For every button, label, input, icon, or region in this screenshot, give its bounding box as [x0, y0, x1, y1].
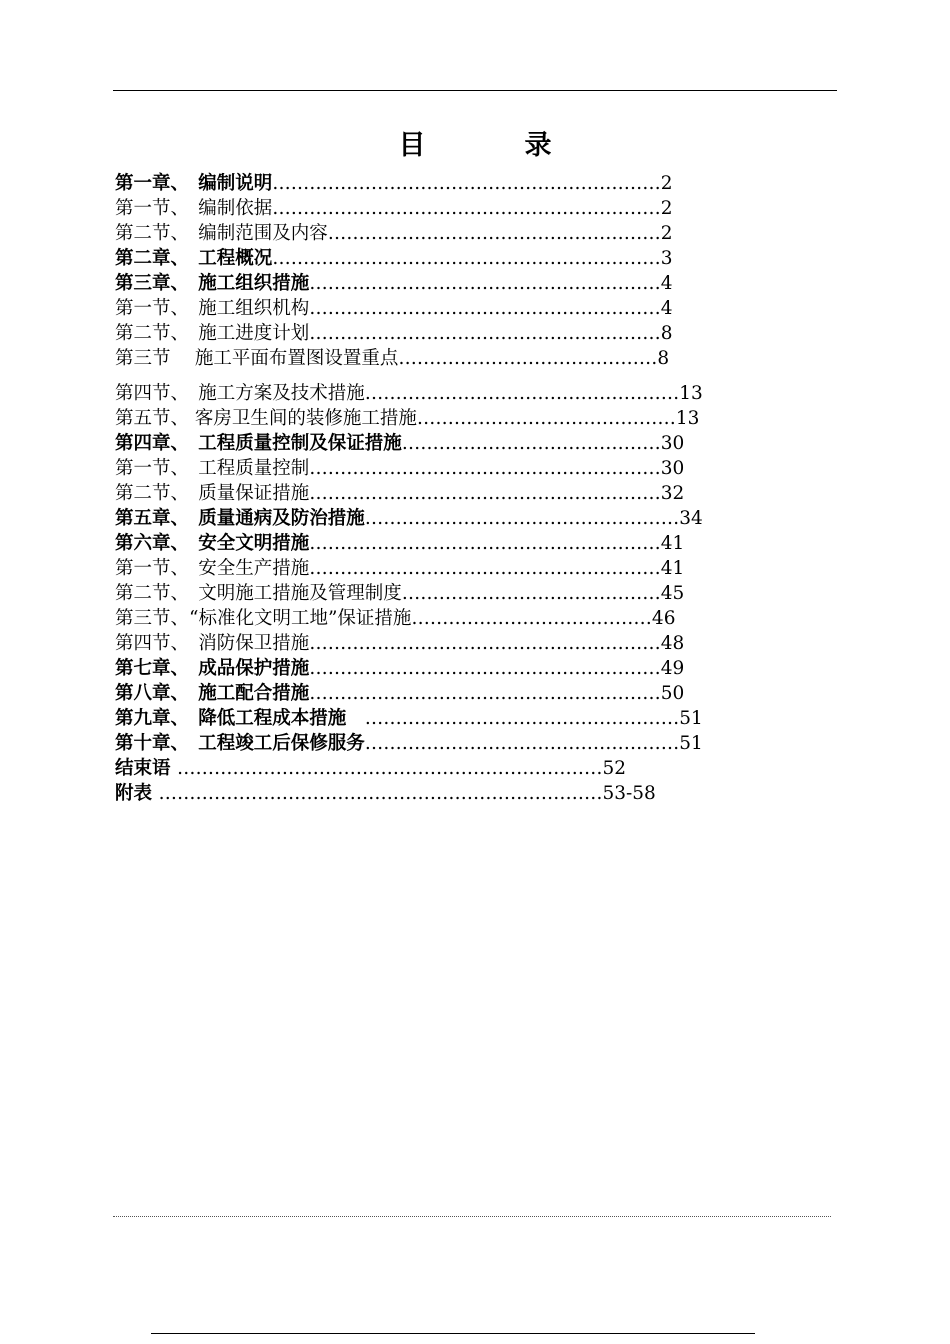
toc-entry-label: 第五章、 质量通病及防治措施: [115, 508, 365, 529]
toc-entry-leader: ………………………………………………………………: [158, 783, 603, 804]
toc-entry[interactable]: [115, 456, 815, 481]
toc-entry-leader: ………………………………………………………: [272, 173, 661, 194]
toc-entry-leader: ……………………………………: [401, 583, 661, 604]
toc-entry[interactable]: [115, 246, 815, 271]
toc-entry-leader: …………………………………………………: [309, 533, 661, 554]
toc-entry-leader: …………………………………………………: [309, 323, 661, 344]
toc-entry[interactable]: [115, 431, 815, 456]
toc-entry-label: 第九章、 降低工程成本措施: [115, 708, 365, 729]
toc-entry[interactable]: [115, 731, 815, 756]
header-rule: [113, 90, 837, 91]
toc-entry-leader: ……………………………………………: [364, 383, 680, 404]
toc-entry-page: 52: [602, 758, 626, 779]
toc-entry[interactable]: [115, 656, 815, 681]
toc-entry[interactable]: [115, 221, 815, 246]
toc-entry[interactable]: [115, 581, 815, 606]
toc-entry-leader: ……………………………………: [401, 433, 661, 454]
toc-entry-page: 2: [660, 223, 673, 244]
toc-entry-page: 50: [660, 683, 685, 704]
toc-entry-leader: …………………………………………………: [309, 483, 661, 504]
toc-entry-label: 第二节、 施工进度计划: [115, 323, 310, 344]
toc-entry-page: 8: [657, 348, 670, 369]
toc-entry-leader: ……………………………………………: [364, 733, 680, 754]
toc-entry-leader: ………………………………………………………: [272, 198, 661, 219]
toc-entry-label: 第五节、 客房卫生间的装修施工措施: [115, 408, 417, 429]
toc-entry-page: 30: [660, 458, 685, 479]
toc-entry[interactable]: [115, 531, 815, 556]
toc-entry-label: 第三节 施工平面布置图设置重点: [115, 348, 399, 369]
toc-entry[interactable]: [115, 681, 815, 706]
toc-entry[interactable]: [115, 321, 815, 346]
toc-entry[interactable]: [115, 481, 815, 506]
toc-entry-page: 32: [660, 483, 685, 504]
toc-entry-leader: ……………………………………………: [364, 508, 680, 529]
toc-entry-leader: ……………………………………………: [364, 708, 680, 729]
toc-entry-leader: ……………………………………: [416, 408, 676, 429]
toc-entry-leader: ………………………………………………: [327, 223, 661, 244]
toc-entry-label: 第十章、 工程竣工后保修服务: [115, 733, 365, 754]
toc-entry-leader: …………………………………: [411, 608, 652, 629]
toc-entry-page: 30: [660, 433, 685, 454]
toc-entry-page: 4: [660, 273, 673, 294]
toc-entry-leader: …………………………………………………: [309, 558, 661, 579]
toc-entry-page: 8: [660, 323, 673, 344]
toc-entry[interactable]: [115, 756, 815, 781]
toc-entry-page: 49: [660, 658, 685, 679]
toc-entry[interactable]: [115, 781, 815, 806]
toc-entry-label: 第一节、 编制依据: [115, 198, 273, 219]
toc-entry-page: 46: [651, 608, 676, 629]
toc-entry-label: 结束语: [115, 758, 177, 779]
toc-entry-leader: ……………………………………: [398, 348, 658, 369]
toc-entry-page: 53-58: [602, 783, 656, 804]
toc-entry-label: 第二节、 文明施工措施及管理制度: [115, 583, 402, 604]
toc-entry-label: 第四节、 消防保卫措施: [115, 633, 310, 654]
toc-entry-label: 第一节、 工程质量控制: [115, 458, 310, 479]
toc-entry-label: 第三章、 施工组织措施: [115, 273, 310, 294]
toc-entry-page: 51: [679, 733, 703, 754]
toc-entry-leader: …………………………………………………: [309, 458, 661, 479]
toc-entry[interactable]: [115, 556, 815, 581]
footer-rule: [151, 1333, 755, 1334]
toc-entry-label: 第八章、 施工配合措施: [115, 683, 310, 704]
toc-entry-page: 3: [660, 248, 673, 269]
toc-entry-label: 第二章、 工程概况: [115, 248, 273, 269]
toc-entry-label: 第一节、 施工组织机构: [115, 298, 310, 319]
toc-entry-leader: ……………………………………………………………: [176, 758, 603, 779]
toc-entry-label: 第一章、 编制说明: [115, 173, 273, 194]
toc-entry-leader: …………………………………………………: [309, 658, 661, 679]
toc-entry-leader: ………………………………………………………: [272, 248, 661, 269]
toc-entry[interactable]: [115, 706, 815, 731]
toc-entry[interactable]: [115, 406, 815, 431]
toc-entry-page: 48: [660, 633, 685, 654]
toc-entry[interactable]: [115, 296, 815, 321]
table-of-contents: [115, 171, 815, 806]
toc-entry-page: 41: [660, 558, 685, 579]
toc-entry[interactable]: [115, 631, 815, 656]
toc-entry-page: 13: [675, 408, 700, 429]
toc-entry-page: 13: [679, 383, 703, 404]
toc-entry-leader: …………………………………………………: [309, 298, 661, 319]
toc-entry-page: 4: [660, 298, 673, 319]
toc-entry-leader: …………………………………………………: [309, 683, 661, 704]
toc-entry[interactable]: [115, 506, 815, 531]
toc-entry-label: 第七章、 成品保护措施: [115, 658, 310, 679]
toc-entry-page: 41: [660, 533, 685, 554]
toc-entry[interactable]: [115, 271, 815, 296]
toc-entry-label: 第六章、 安全文明措施: [115, 533, 310, 554]
toc-entry-page: 2: [660, 173, 673, 194]
footer-dotted-rule: [113, 1216, 831, 1217]
toc-entry-label: 第四章、 工程质量控制及保证措施: [115, 433, 402, 454]
toc-entry-label: 第三节、“标准化文明工地”保证措施: [115, 608, 412, 629]
toc-entry-leader: …………………………………………………: [309, 273, 661, 294]
toc-entry[interactable]: [115, 346, 815, 371]
toc-entry-label: 第二节、 质量保证措施: [115, 483, 310, 504]
toc-entry[interactable]: [115, 196, 815, 221]
toc-entry-label: 第一节、 安全生产措施: [115, 558, 310, 579]
toc-entry-label: 第二节、 编制范围及内容: [115, 223, 328, 244]
toc-entry-page: 45: [660, 583, 685, 604]
toc-entry-label: 附表: [115, 783, 159, 804]
toc-entry-page: 51: [679, 708, 703, 729]
toc-entry[interactable]: [115, 606, 815, 631]
toc-entry-label: 第四节、 施工方案及技术措施: [115, 383, 365, 404]
toc-entry-page: 2: [660, 198, 673, 219]
toc-entry-page: 34: [679, 508, 703, 529]
toc-entry-leader: …………………………………………………: [309, 633, 661, 654]
toc-entry[interactable]: [115, 381, 815, 406]
toc-entry[interactable]: [115, 171, 815, 196]
page-title: 目 录: [398, 130, 588, 161]
